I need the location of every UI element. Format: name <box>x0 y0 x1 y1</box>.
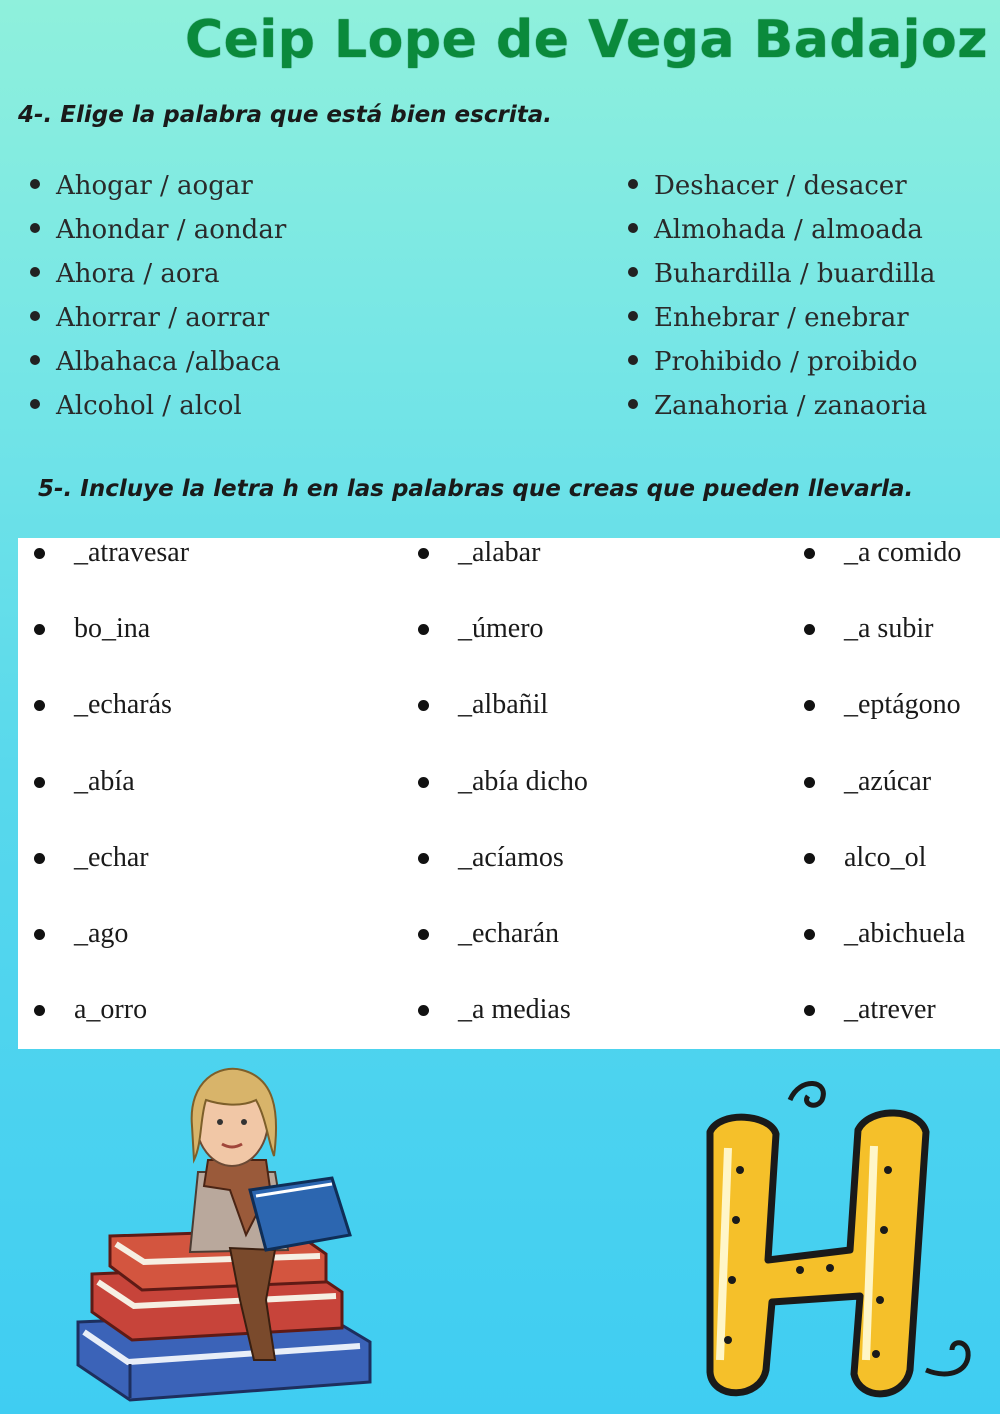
fill-word: _echarás <box>34 690 189 766</box>
word-pair: Buhardilla / buardilla <box>628 252 935 296</box>
word-pair: Ahorrar / aorrar <box>30 296 286 340</box>
fill-word: _alabar <box>418 538 588 614</box>
fill-word: _abía dicho <box>418 767 588 843</box>
word-pair: Alcohol / alcol <box>30 384 286 428</box>
fill-word: _atrever <box>804 995 965 1071</box>
fill-word: _azúcar <box>804 767 965 843</box>
fill-word: bo_ina <box>34 614 189 690</box>
word-pair: Ahondar / aondar <box>30 208 286 252</box>
word-pair: Almohada / almoada <box>628 208 935 252</box>
letter-h-icon <box>690 1070 990 1410</box>
fill-word: _abía <box>34 767 189 843</box>
fill-word: _albañil <box>418 690 588 766</box>
fill-word: _a subir <box>804 614 965 690</box>
exercise-4-heading: 4-. Elige la palabra que está bien escrita. <box>18 102 552 128</box>
fill-word: alco_ol <box>804 843 965 919</box>
word-pair: Albahaca /albaca <box>30 340 286 384</box>
exercise-5-heading: 5-. Incluye la letra h en las palabras que creas que pueden llevarla. <box>38 476 914 502</box>
fill-word: _echar <box>34 843 189 919</box>
page-title: Ceip Lope de Vega Badajoz <box>184 10 988 70</box>
exercise-5-panel <box>18 538 1000 1049</box>
fill-word: _ago <box>34 919 189 995</box>
fill-word: _abichuela <box>804 919 965 995</box>
exercise-4-right-list <box>628 164 935 428</box>
fill-word: _a medias <box>418 995 588 1071</box>
fill-word: _echarán <box>418 919 588 995</box>
exercise-5-column-2 <box>418 538 588 1071</box>
teacher-reading-illustration <box>70 1060 390 1405</box>
fill-word: _úmero <box>418 614 588 690</box>
fill-word: _atravesar <box>34 538 189 614</box>
exercise-4-left-list <box>30 164 286 428</box>
word-pair: Ahora / aora <box>30 252 286 296</box>
fill-word: _acíamos <box>418 843 588 919</box>
word-pair: Prohibido / proibido <box>628 340 935 384</box>
fill-word: _a comido <box>804 538 965 614</box>
exercise-5-column-3 <box>804 538 965 1071</box>
word-pair: Deshacer / desacer <box>628 164 935 208</box>
fill-word: a_orro <box>34 995 189 1071</box>
fill-word: _eptágono <box>804 690 965 766</box>
word-pair: Ahogar / aogar <box>30 164 286 208</box>
word-pair: Zanahoria / zanaoria <box>628 384 935 428</box>
exercise-5-column-1 <box>34 538 189 1071</box>
word-pair: Enhebrar / enebrar <box>628 296 935 340</box>
